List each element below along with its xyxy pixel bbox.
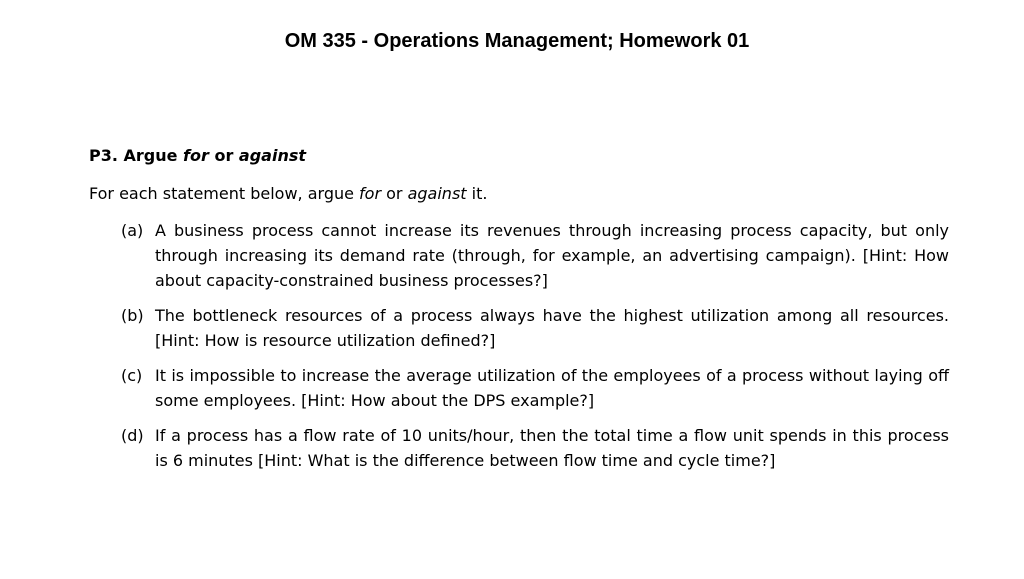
heading-or: or: [208, 146, 239, 165]
intro-suffix: it.: [466, 184, 488, 203]
statement-item-a: [89, 218, 949, 293]
problem-heading: [89, 143, 949, 168]
statement-label: (c): [121, 366, 143, 385]
intro-or: or: [381, 184, 408, 203]
statement-text: It is impossible to increase the average utilization of the employees of a process without laying off some employees. [Hint: How about the DPS example?]: [155, 366, 949, 410]
page-title: OM 335 - Operations Management; Homework 01: [284, 30, 750, 52]
heading-prefix: P3. Argue: [89, 146, 184, 165]
statement-list: [89, 218, 949, 473]
statement-item-c: [89, 363, 949, 413]
statement-item-b: [89, 303, 949, 353]
heading-against: against: [238, 146, 307, 165]
problem-intro: [89, 181, 949, 206]
intro-for: for: [359, 184, 382, 203]
statement-label: (d): [121, 426, 144, 445]
statement-text: If a process has a flow rate of 10 units/hour, then the total time a flow unit spends in this process is 6 minutes [Hint: What is the difference between flow time and cycle time?]: [155, 426, 949, 470]
statement-label: (a): [121, 221, 144, 240]
statement-text: A business process cannot increase its revenues through increasing process capacity, but only through increasing its demand rate (through, for example, an advertising campaign). [Hint: How about capacity-constrained business processes?]: [155, 221, 949, 290]
statement-label: (b): [121, 306, 144, 325]
statement-item-d: [89, 423, 949, 473]
problem-section: [89, 143, 949, 483]
intro-against: against: [407, 184, 467, 203]
heading-for: for: [183, 146, 209, 165]
statement-text: The bottleneck resources of a process always have the highest utilization among all resources. [Hint: How is resource utilization defined?]: [155, 306, 949, 350]
intro-prefix: For each statement below, argue: [89, 184, 360, 203]
